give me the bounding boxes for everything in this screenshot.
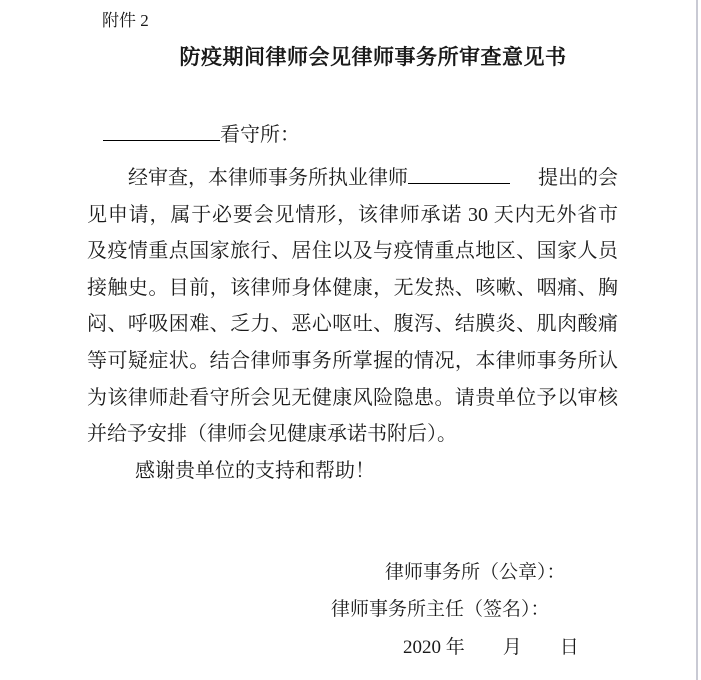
paragraph-line: 等可疑症状。结合律师事务所掌握的情况，本律师事务所认 bbox=[87, 349, 618, 372]
director-signature-line: 律师事务所主任（签名）： bbox=[331, 599, 550, 620]
attachment-label: 附件 2 bbox=[102, 11, 149, 30]
paragraph-line: 为该律师赴看守所会见无健康风险隐患。请贵单位予以审核 bbox=[87, 386, 618, 409]
paragraph-closing-line: 并给予安排（律师会见健康承诺书附后）。 bbox=[87, 423, 457, 446]
page-edge-line bbox=[696, 0, 698, 680]
paragraph-line bbox=[87, 160, 618, 197]
salutation-line bbox=[103, 120, 300, 148]
lawyer-name-blank-underline bbox=[408, 163, 510, 184]
paragraph-line: 闷、呼吸困难、乏力、恶心呕吐、腹泻、结膜炎、肌肉酸痛 bbox=[87, 313, 618, 336]
thanks-line: 感谢贵单位的支持和帮助！ bbox=[135, 459, 375, 482]
firm-seal-line: 律师事务所（公章）： bbox=[385, 562, 566, 583]
document-title: 防疫期间律师会见律师事务所审查意见书 bbox=[179, 45, 567, 69]
line1-text-after-blank: 提出的会 bbox=[538, 167, 618, 189]
recipient-blank-underline bbox=[103, 120, 220, 141]
paragraph-line-start bbox=[87, 160, 510, 197]
paragraph-line: 接触史。目前，该律师身体健康，无发热、咳嗽、咽痛、胸 bbox=[87, 276, 618, 299]
salutation-text: 看守所： bbox=[220, 124, 300, 146]
line1-text-before-blank: 经审查，本律师事务所执业律师 bbox=[128, 167, 408, 189]
paragraph-line: 及疫情重点国家旅行、居住以及与疫情重点地区、国家人员 bbox=[87, 240, 618, 263]
body-paragraph bbox=[87, 160, 618, 489]
date-line: 2020 年 月 日 bbox=[403, 637, 579, 658]
paragraph-line: 见申请，属于必要会见情形，该律师承诺 30 天内无外省市 bbox=[87, 203, 618, 226]
